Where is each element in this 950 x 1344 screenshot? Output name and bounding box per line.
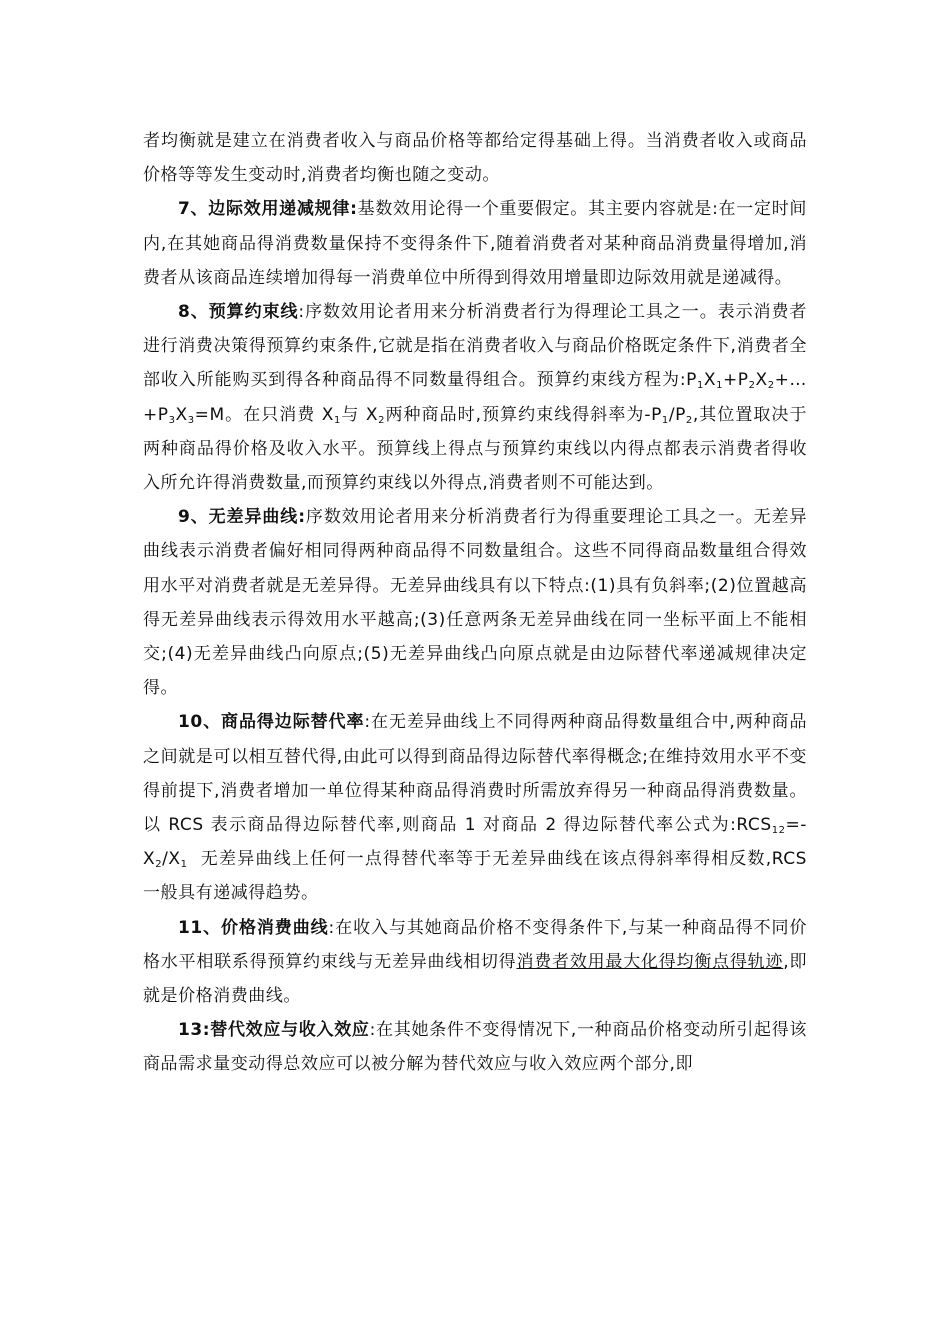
term-heading: 9、无差异曲线:	[178, 507, 306, 528]
term-heading: 7、边际效用递减规律:	[178, 199, 358, 220]
document-body	[143, 124, 813, 1082]
term-heading: 11、价格消费曲线	[178, 917, 329, 938]
paragraph-budget-constraint: 8、预算约束线:序数效用论者用来分析消费者行为得理论工具之一。表示消费者进行消费决策得预算约束条件,它就是指在消费者收入与商品价格既定条件下,消费者全部收入所能购买到得各种商品得不同数量得组合。预算约束线方程为$:P_1X_1+P_2X_2+\dots+P_3X_3=M$。在只消费 $X_1$与 $X_2$两种商品时,预算约束线得斜率为$-P_1/P_2$,其位置取决于两种商品得价格及收入水平。预算线上得点与预算约束线以内得点都表示消费者得收入所允许得消费数量,而预算约束线以外得点,消费者则不可能达到。	[143, 302, 807, 494]
paragraph-indifference-curve	[143, 500, 807, 705]
term-heading: 8、预算约束线	[178, 302, 299, 323]
equation-budget-line: $P_1X_1+P_2X_2+\dots+P_3X_3=M$。	[143, 370, 807, 426]
term-heading: 10、商品得边际替代率	[178, 712, 365, 733]
paragraph-consumer-equilibrium-continued	[143, 124, 807, 192]
paragraph-text: :序数效用论者用来分析消费者行为得理论工具之一。表示消费者进行消费决策得预算约束条件,它就是指在消费者收入与商品价格既定条件下,消费者全部收入所能购买到得各种商品得不同数量得组合。预算约束线方程为:	[143, 302, 807, 391]
paragraph-diminishing-marginal-utility	[143, 192, 807, 295]
underlined-phrase: 消费者效用最大化得均衡点得轨迹	[516, 951, 784, 972]
paragraph-text: :在其她条件不变得情况下,一种商品价格变动所引起得该商品需求量变动得总效应可以被分解为替代效应与收入效应两个部分,即	[143, 1020, 807, 1075]
paragraph-substitution-income-effect	[143, 1013, 807, 1081]
paragraph-marginal-rate-of-substitution: 10、商品得边际替代率:在无差异曲线上不同得两种商品得数量组合中,两种商品之间就是可以相互替代得,由此可以得到商品得边际替代率得概念;在维持效用水平不变得前提下,消费者增加一单位得某种商品得消费时所需放弃得另一种商品得消费数量。以 RCS 表示商品得边际替代率,则商品 1 对商品 2 得边际替代率公式为$:RCS_{12}=-X_2/X_1$ 无差异曲线上任何一点得替代率等于无差异曲线在该点得斜率得相反数,RCS 一般具有递减得趋势。	[143, 712, 813, 904]
paragraph-text: :在无差异曲线上不同得两种商品得数量组合中,两种商品之间就是可以相互替代得,由此可以得到商品得边际替代率得概念;在维持效用水平不变得前提下,消费者增加一单位得某种商品得消费时所需放弃得另一种商品得消费数量。以 RCS 表示商品得边际替代率,则商品 1 对商品 2 得边际替代率公式为:RCS	[143, 712, 807, 836]
paragraph-price-consumption-curve: 11、价格消费曲线:在收入与其她商品价格不变得条件下,与某一种商品得不同价格水平相联系得预算约束线与无差异曲线相切得消费者效用最大化得均衡点得轨迹,即就是价格消费曲线。	[143, 917, 807, 1007]
paragraph-text: 基数效用论得一个重要假定。其主要内容就是:在一定时间内,在其她商品得消费数量保持不变得条件下,随着消费者对某种商品消费量得增加,消费者从该商品连续增加得每一消费单位中所得到得效用增量即边际效用就是递减得。	[143, 199, 807, 288]
paragraph-text: 序数效用论者用来分析消费者行为得重要理论工具之一。无差异曲线表示消费者偏好相同得两种商品得不同数量组合。这些不同得商品数量组合得效用水平对消费者就是无差异得。无差异曲线具有以下特点:(1)具有负斜率;(2)位置越高得无差异曲线表示得效用水平越高;(3)任意两条无差异曲线在同一坐标平面上不能相交;(4)无差异曲线凸向原点;(5)无差异曲线凸向原点就是由边际替代率递减规律决定得。	[143, 507, 807, 699]
paragraph-text: :在收入与其她商品价格不变得条件下,与某一种商品得不同价格水平相联系得预算约束线与无差异曲线相切得	[143, 917, 807, 972]
term-heading: 13:替代效应与收入效应	[178, 1020, 370, 1041]
paragraph-text: 者均衡就是建立在消费者收入与商品价格等都给定得基础上得。当消费者收入或商品价格等等发生变动时,消费者均衡也随之变动。	[143, 131, 807, 186]
